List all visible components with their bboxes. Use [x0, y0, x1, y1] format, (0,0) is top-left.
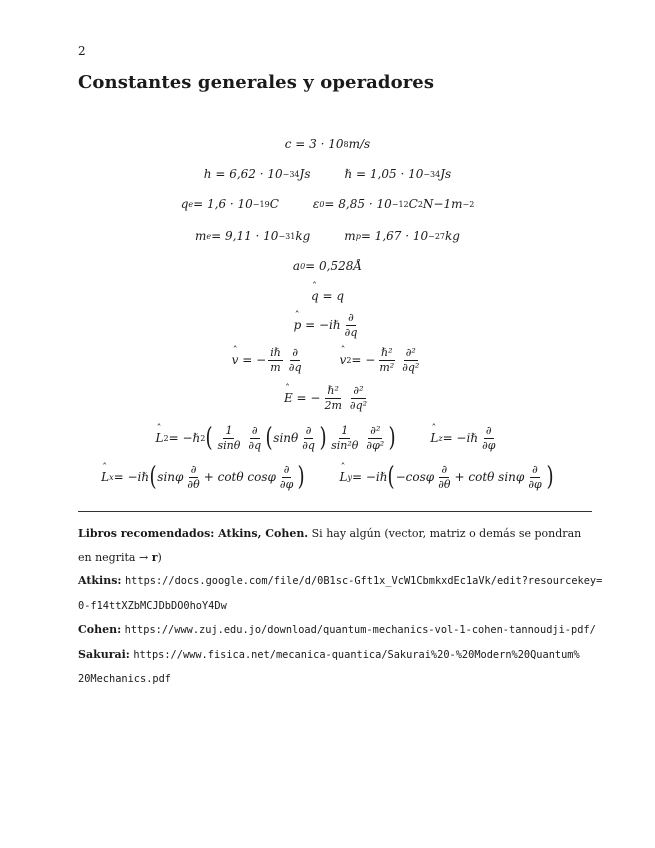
reference-sakurai-label: Sakurai: — [78, 647, 130, 661]
equation-charge-permittivity: q e = 1,6 · 10 −19 C ε 0 = 8,85 · 10 −12 C 2 N−1m −2 — [180, 197, 475, 211]
equation-planck-constants: h = 6,62 · 10 −34 Js ℏ = 1,05 · 10 −34 Js — [203, 167, 452, 181]
reference-sakurai-link[interactable]: https://www.fisica.net/mecanica-quantica/Sakurai%20-%20Modern%20Quantum% — [133, 648, 580, 661]
reference-atkins-label: Atkins: — [78, 574, 122, 587]
equation-angular-momentum-squared: ˆ L 2 = −ℏ 2 ( $\frac{1}{\sin\theta}$ $\frac{\partial}{\partial q}$ ( sinθ $\frac{\partial}{\partial q}$ ) $\frac{1}{\text{sin²θ}}$ $\frac{\text{∂²}}{\text{∂φ²}}$ ) ˆ L z = −iℏ $\frac{\partial}{\partial\varphi}$ — [0, 423, 655, 453]
equation-bohr-radius: a 0 = 0,528Å — [292, 259, 363, 273]
reference-atkins-link-cont[interactable]: 0-f14ttXZbMCJDbDO0hoY4Dw — [78, 599, 227, 612]
reference-sakurai-cont — [78, 667, 618, 692]
equation-energy-operator: ˆ E = − $\frac{\text{ℏ²}}{2m}$ $\frac{\text{∂²}}{\text{∂q²}}$ — [0, 385, 655, 411]
reference-cohen-link[interactable]: https://www.zuj.edu.jo/download/quantum-mechanics-vol-1-cohen-tannoudji-pdf/ — [124, 624, 596, 636]
section-title: Constantes generales y operadores — [78, 72, 435, 93]
equation-speed-of-light: c = 3 · 10 8 m/s — [284, 137, 371, 151]
equation-position-operator: ˆ q = q — [0, 289, 655, 303]
equation-angular-momentum-xy: ˆ L x = −iℏ ( sinφ $\frac{\partial}{\partial\theta}$ + cotθ cosφ $\frac{\partial}{\partial\varphi}$ ) ˆ L y = −iℏ ( −cosφ $\frac{\partial}{\partial\theta}$ + cotθ sinφ $\frac{\partial}{\partial\varphi}$ ) — [0, 462, 655, 492]
equation-momentum-operator: ˆ p = −iℏ $\frac{\partial}{\partial q}$ — [0, 312, 655, 338]
reference-sakurai — [78, 643, 618, 668]
reference-sakurai-link-cont[interactable]: 20Mechanics.pdf — [78, 673, 171, 685]
reference-atkins — [78, 569, 618, 594]
references-block — [78, 522, 618, 692]
page-number: 2 — [78, 44, 86, 58]
references-intro-text: Si hay algún (vector, matriz o demás se pondran — [308, 527, 582, 540]
reference-atkins-cont — [78, 594, 618, 619]
references-intro-line2: en negrita → r) — [78, 550, 162, 564]
reference-cohen — [78, 618, 618, 643]
reference-cohen-label: Cohen: — [78, 623, 122, 636]
horizontal-rule — [78, 511, 592, 512]
equation-masses: m e = 9,11 · 10 −31 kg m p = 1,67 · 10 −27 kg — [195, 229, 460, 243]
references-intro-bold: Libros recomendados: Atkins, Cohen. — [78, 527, 309, 540]
reference-atkins-link[interactable]: https://docs.google.com/file/d/0B1sc-Gft1x_VcW1CbmkxdEc1aVk/edit?resourcekey= — [124, 575, 603, 587]
references-intro — [78, 522, 618, 546]
equation-velocity-operators: ˆ v = − $\frac{\text{iℏ}}{m}$ $\frac{\partial}{\partial q}$ ˆ v 2 = − $\frac{\text{ℏ²}}{\text{m²}}$ $\frac{\text{∂²}}{\text{∂q²}}$ — [0, 347, 655, 373]
